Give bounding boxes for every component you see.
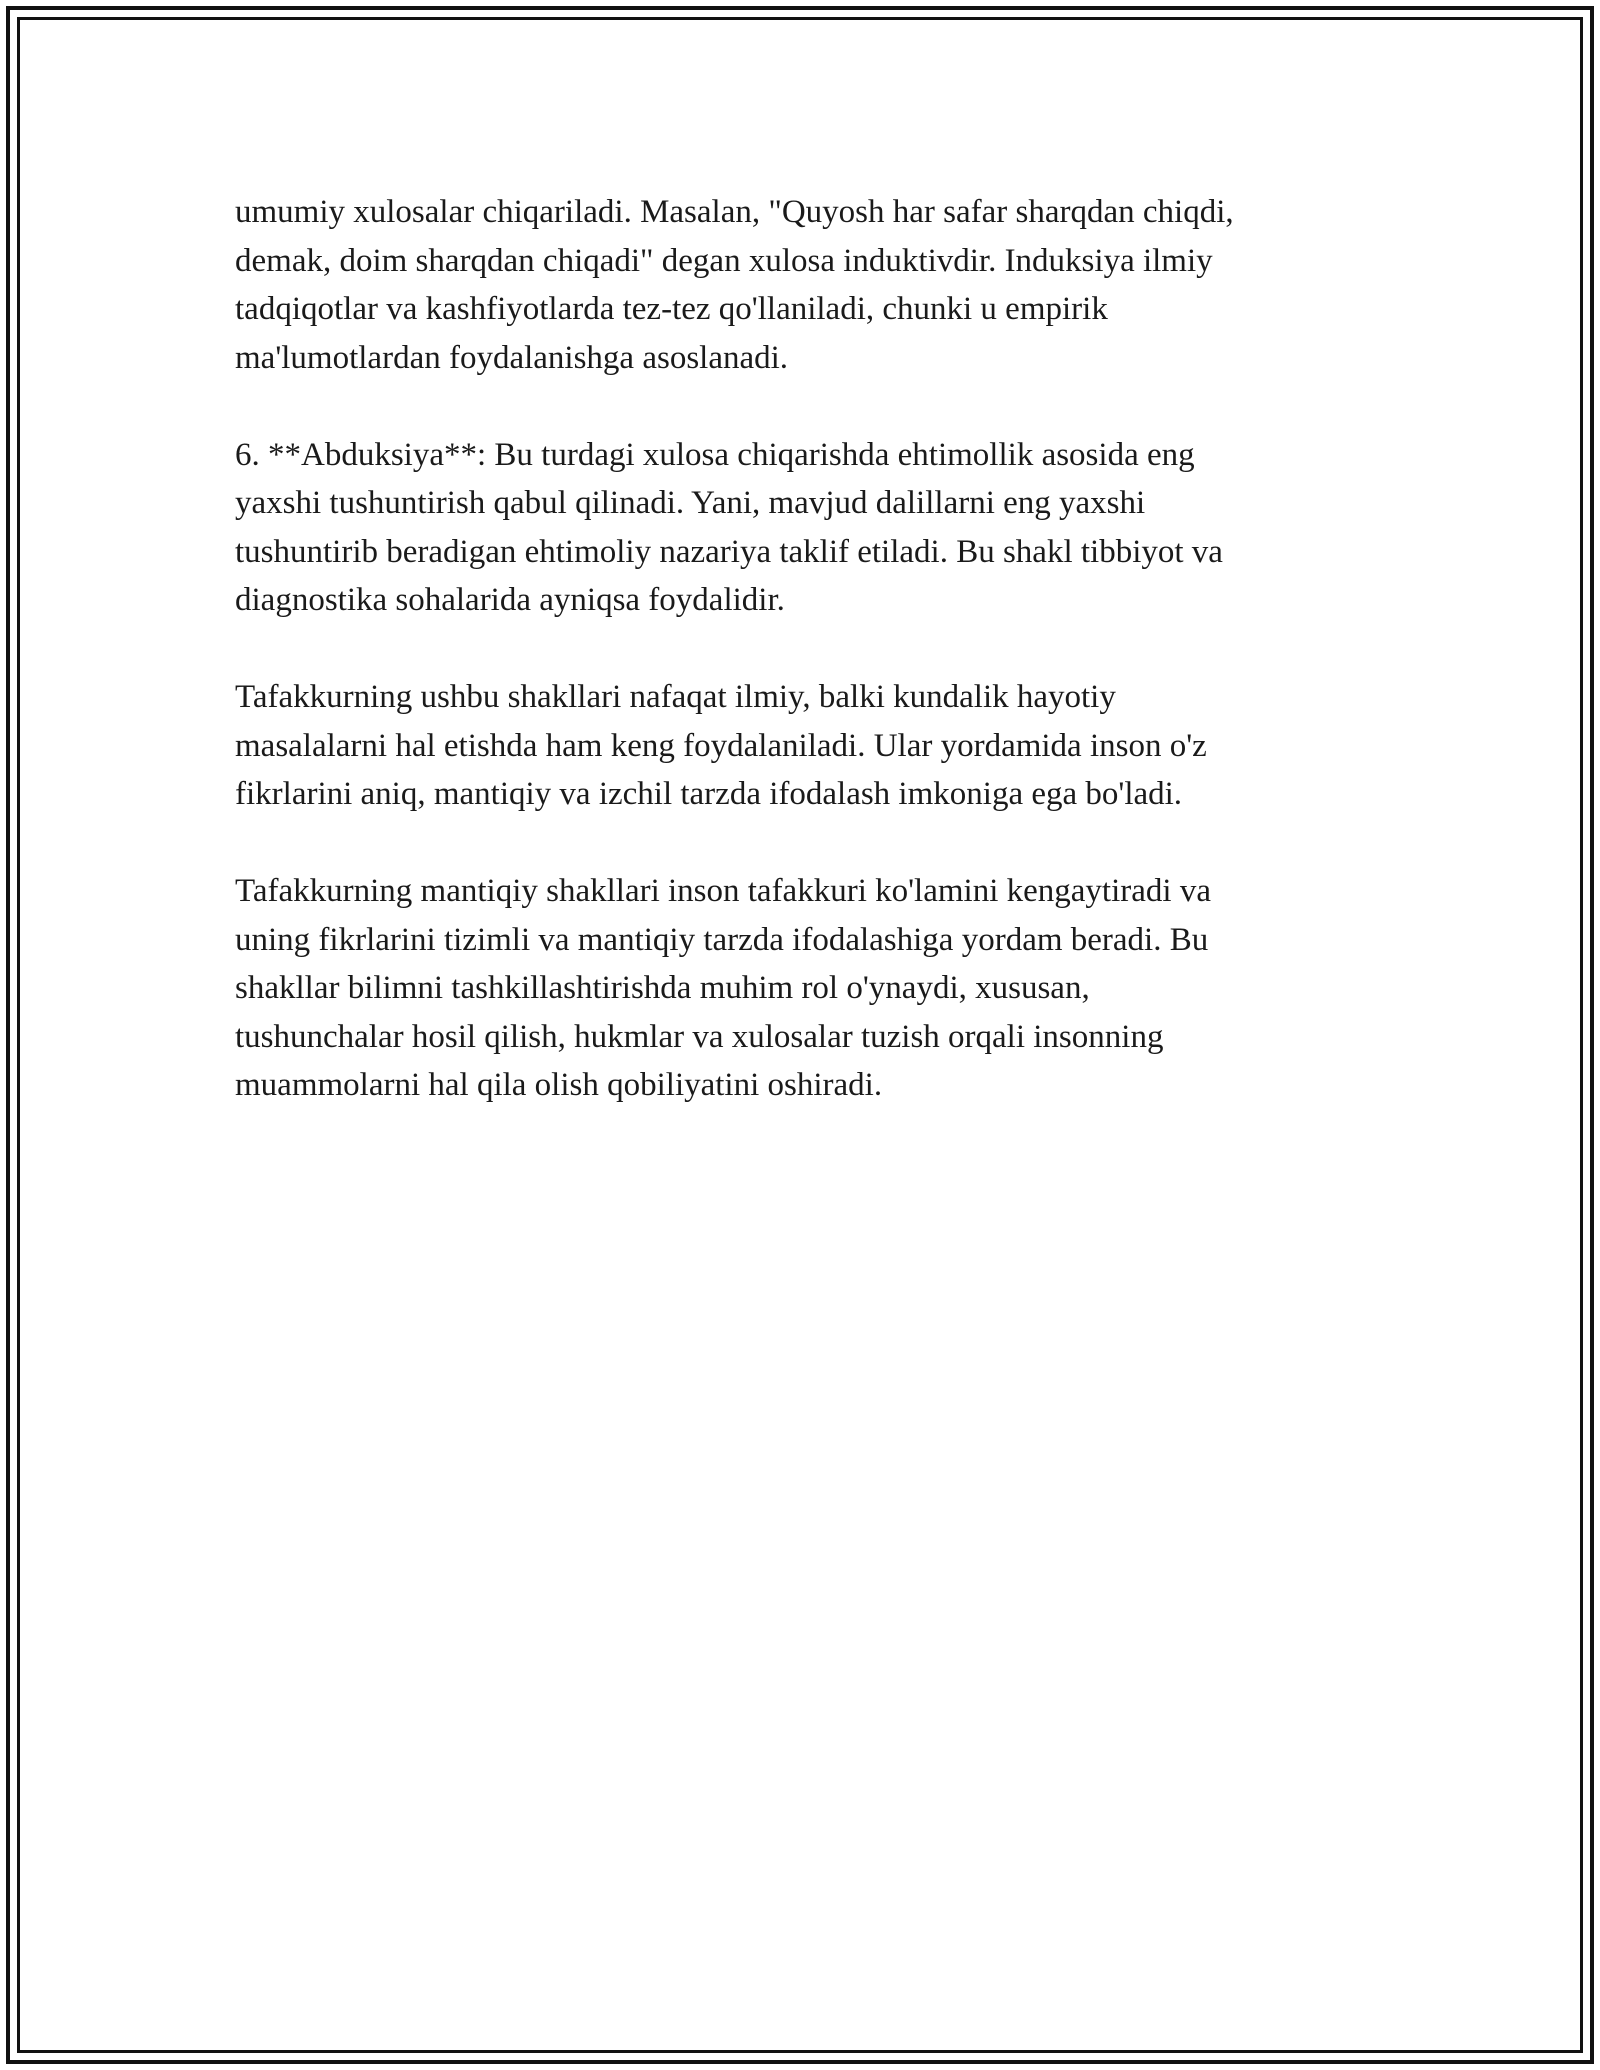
document-body [235,188,1375,1158]
paragraph-abduction: 6. **Abduksiya**: Bu turdagi xulosa chiqarishda ehtimollik asosida eng yaxshi tushuntirish qabul qilinadi. Yani, mavjud dalillarni eng yaxshi tushuntirib beradigan ehtimoliy nazariya taklif etiladi. Bu shakl tibbiyot va diagnostika sohalarida ayniqsa foydalidir. [235,436,1223,618]
paragraph-everyday-use: Tafakkurning ushbu shakllari nafaqat ilmiy, balki kundalik hayotiy masalalarni hal etishda ham keng foydalaniladi. Ular yordamida inson o'z fikrlarini aniq, mantiqiy va izchil tarzda ifodalash imkoniga ega bo'ladi. [235,679,1207,812]
paragraph-induction-continuation: umumiy xulosalar chiqariladi. Masalan, "Quyosh har safar sharqdan chiqdi, demak, doim sharqdan chiqadi" degan xulosa induktivdir. Induksiya ilmiy tadqiqotlar va kashfiyotlarda tez-tez qo'llaniladi, chunki u empirik ma'lumotlardan foydalanishga asoslanadi. [235,194,1234,376]
paragraph-conclusion: Tafakkurning mantiqiy shakllari inson tafakkuri ko'lamini kengaytiradi va uning fikrlarini tizimli va mantiqiy tarzda ifodalashiga yordam beradi. Bu shakllar bilimni tashkillashtirishda muhim rol o'ynaydi, xususan, tushunchalar hosil qilish, hukmlar va xulosalar tuzish orqali insonning muammolarni hal qila olish qobiliyatini oshiradi. [235,873,1211,1103]
